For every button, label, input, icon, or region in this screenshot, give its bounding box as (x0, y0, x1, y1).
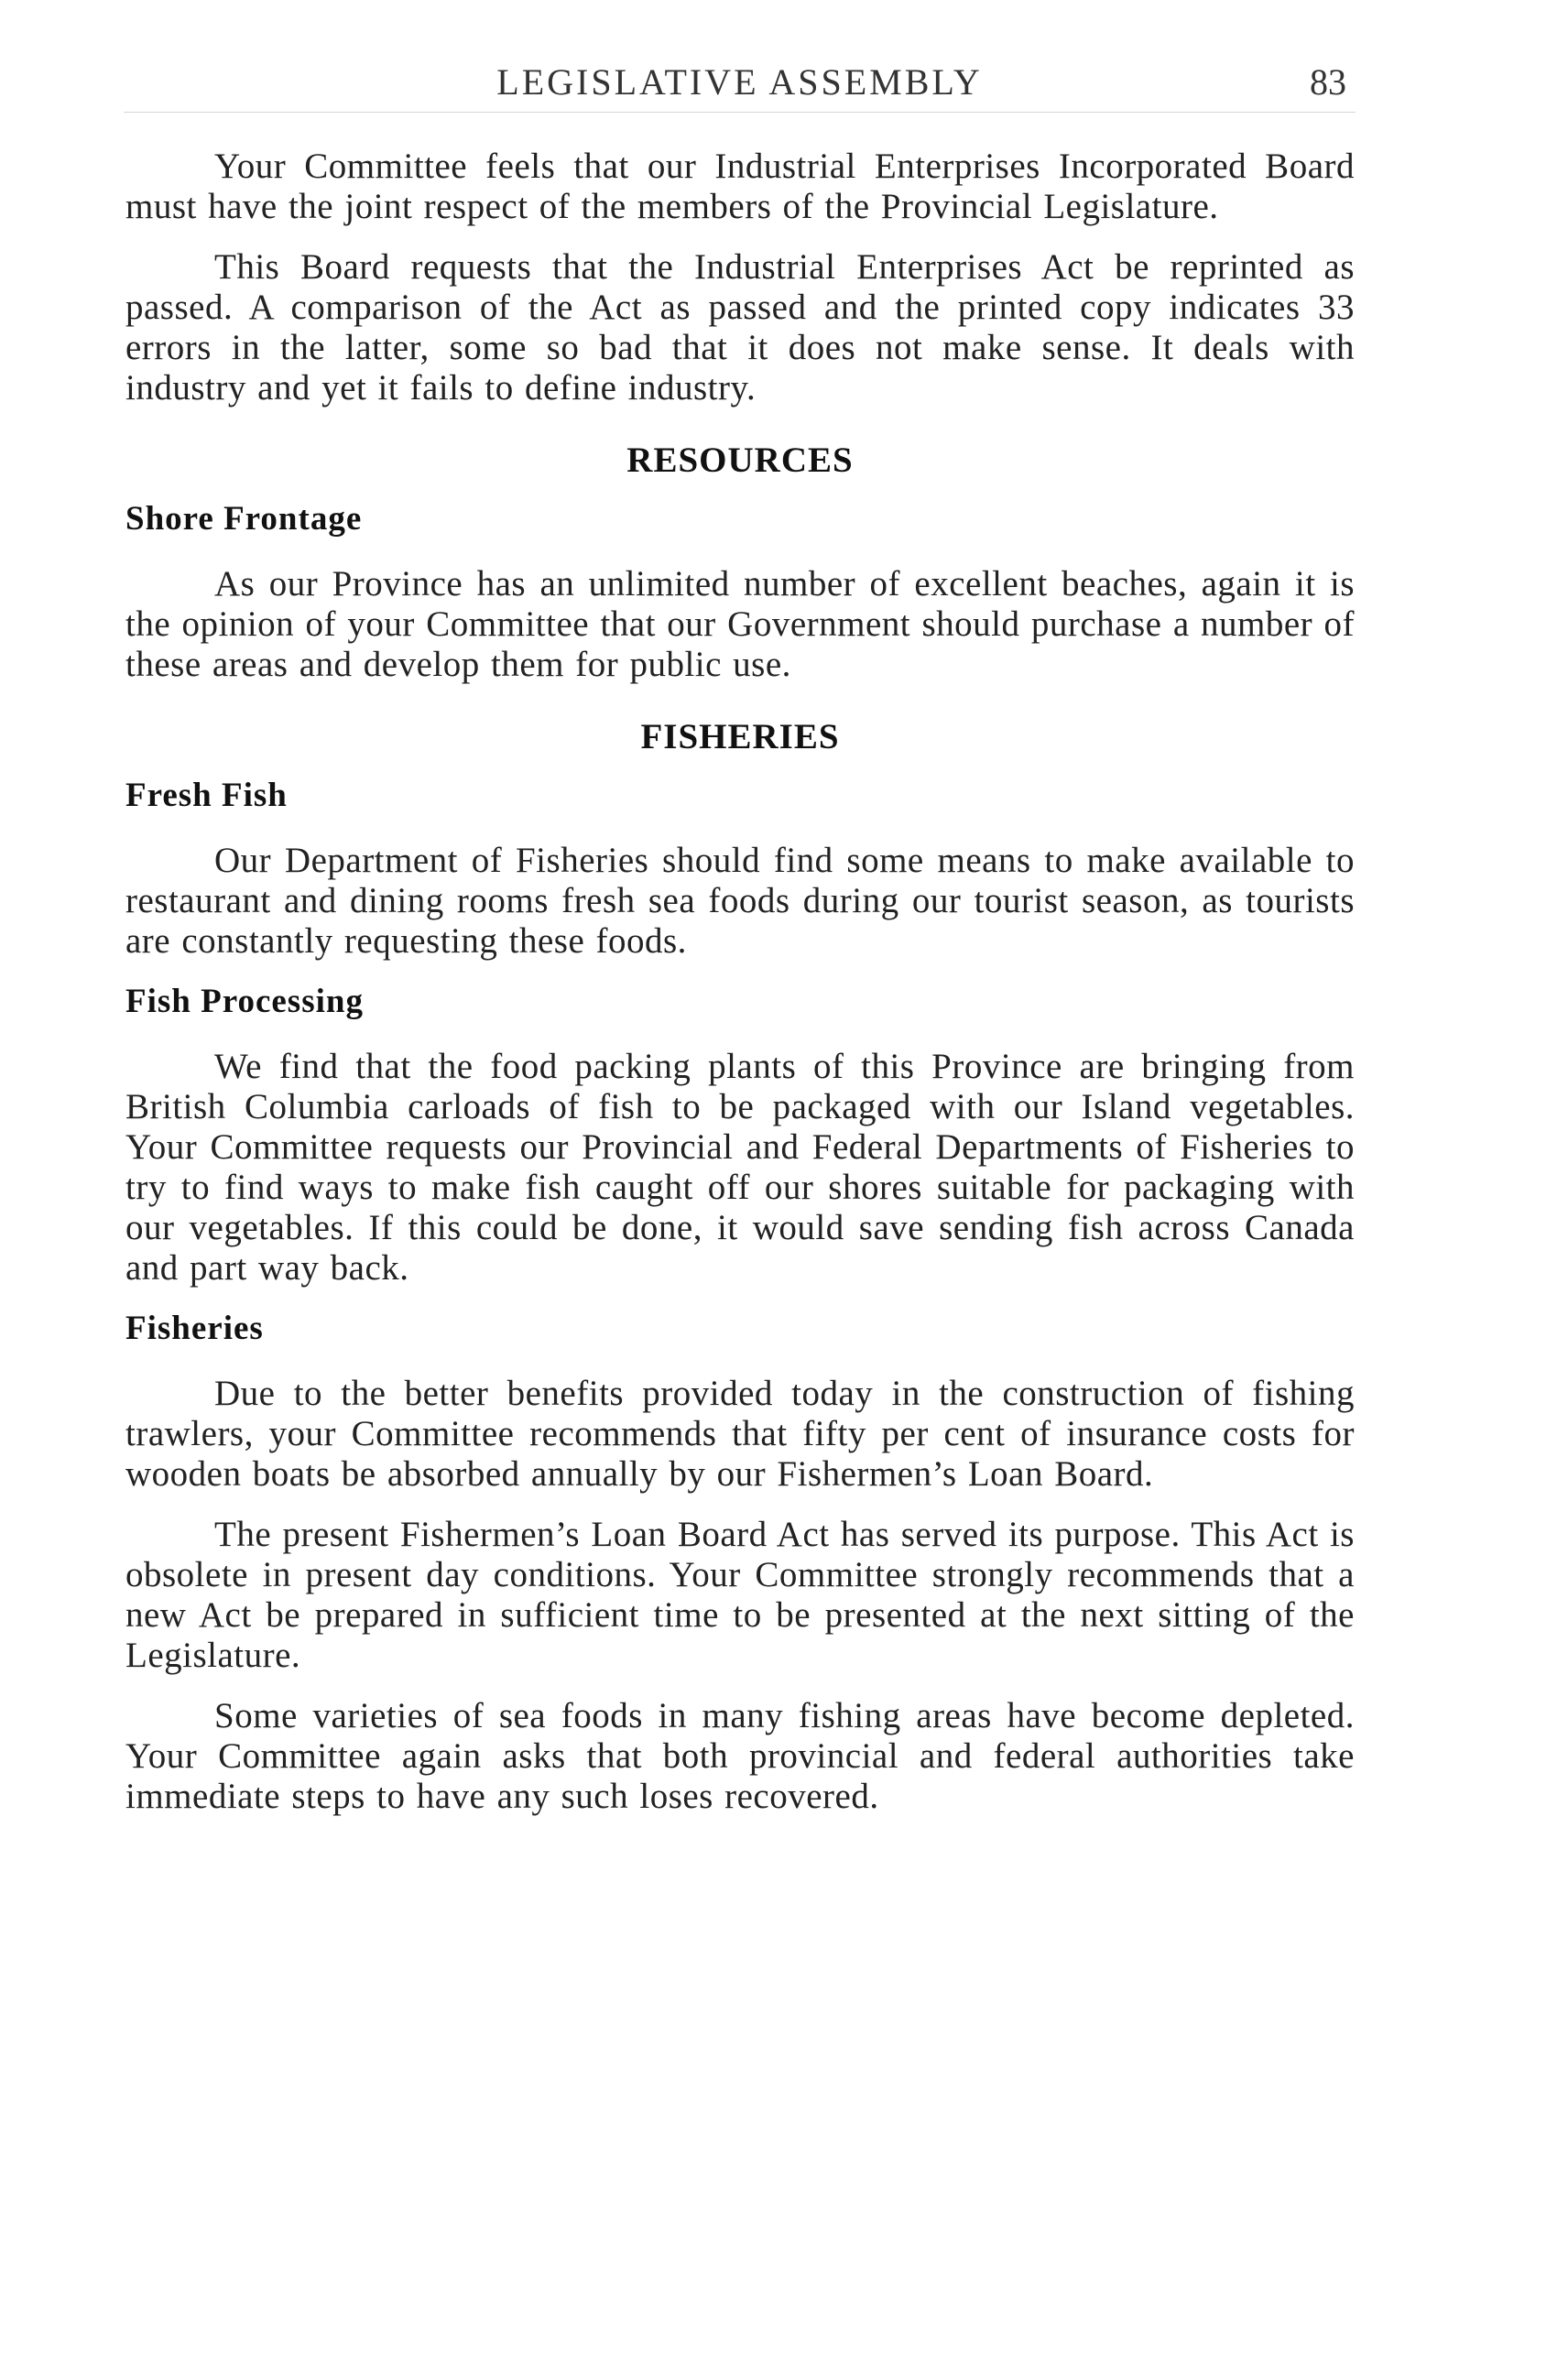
paragraph-depleted-sea-foods: Some varieties of sea foods in many fishing areas have become depleted. Your Committee again asks that both provincial and federal authorities take immediate steps to have any such loses recovered. (125, 1696, 1355, 1816)
paragraph-fish-processing: We find that the food packing plants of this Province are bringing from British Columbia carloads of fish to be packaged with our Island vegetables. Your Committee requests our Provincial and Federal Departments of Fisheries to try to find ways to make fish caught off our shores suitable for packaging with our vegetables. If this could be done, it would save sending fish across Canada and part way back. (125, 1047, 1355, 1288)
page-number: 83 (1310, 61, 1346, 103)
paragraph-committee-respect: Your Committee feels that our Industrial Enterprises Incorporated Board must have the joint respect of the members of the Provincial Legislature. (125, 147, 1355, 226)
page-header (124, 60, 1356, 113)
paragraph-loan-board-act: The present Fishermen’s Loan Board Act has served its purpose. This Act is obsolete in present day conditions. Your Committee strongly recommends that a new Act be prepared in sufficient time to be presented at the next sitting of the Legislature. (125, 1515, 1355, 1675)
paragraph-shore-frontage: As our Province has an unlimited number of excellent beaches, again it is the opinion of your Committee that our Government should purchase a number of these areas and develop them for public use. (125, 564, 1355, 684)
paragraph-reprint-request: This Board requests that the Industrial Enterprises Act be reprinted as passed. A comparison of the Act as passed and the printed copy indicates 33 errors in the latter, some so bad that it does not make sense. It deals with industry and yet it fails to define industry. (125, 247, 1355, 408)
page-body (125, 147, 1355, 1837)
subheading-fisheries: Fisheries (125, 1310, 264, 1347)
paragraph-insurance-costs: Due to the better benefits provided today in the construction of fishing trawlers, your Committee recommends that fifty per cent of insurance costs for wooden boats be absorbed annually by our Fishermen’s Loan Board. (125, 1374, 1355, 1494)
paragraph-fresh-fish: Our Department of Fisheries should find some means to make available to restaurant and dining rooms fresh sea foods during our tourist season, as tourists are constantly requesting these foods. (125, 841, 1355, 961)
subheading-shore-frontage: Shore Frontage (125, 500, 363, 538)
subheading-fresh-fish: Fresh Fish (125, 777, 288, 814)
section-heading-resources: RESOURCES (626, 440, 854, 480)
subheading-fish-processing: Fish Processing (125, 983, 364, 1020)
running-head: LEGISLATIVE ASSEMBLY (496, 61, 983, 103)
section-heading-fisheries: FISHERIES (640, 717, 840, 756)
